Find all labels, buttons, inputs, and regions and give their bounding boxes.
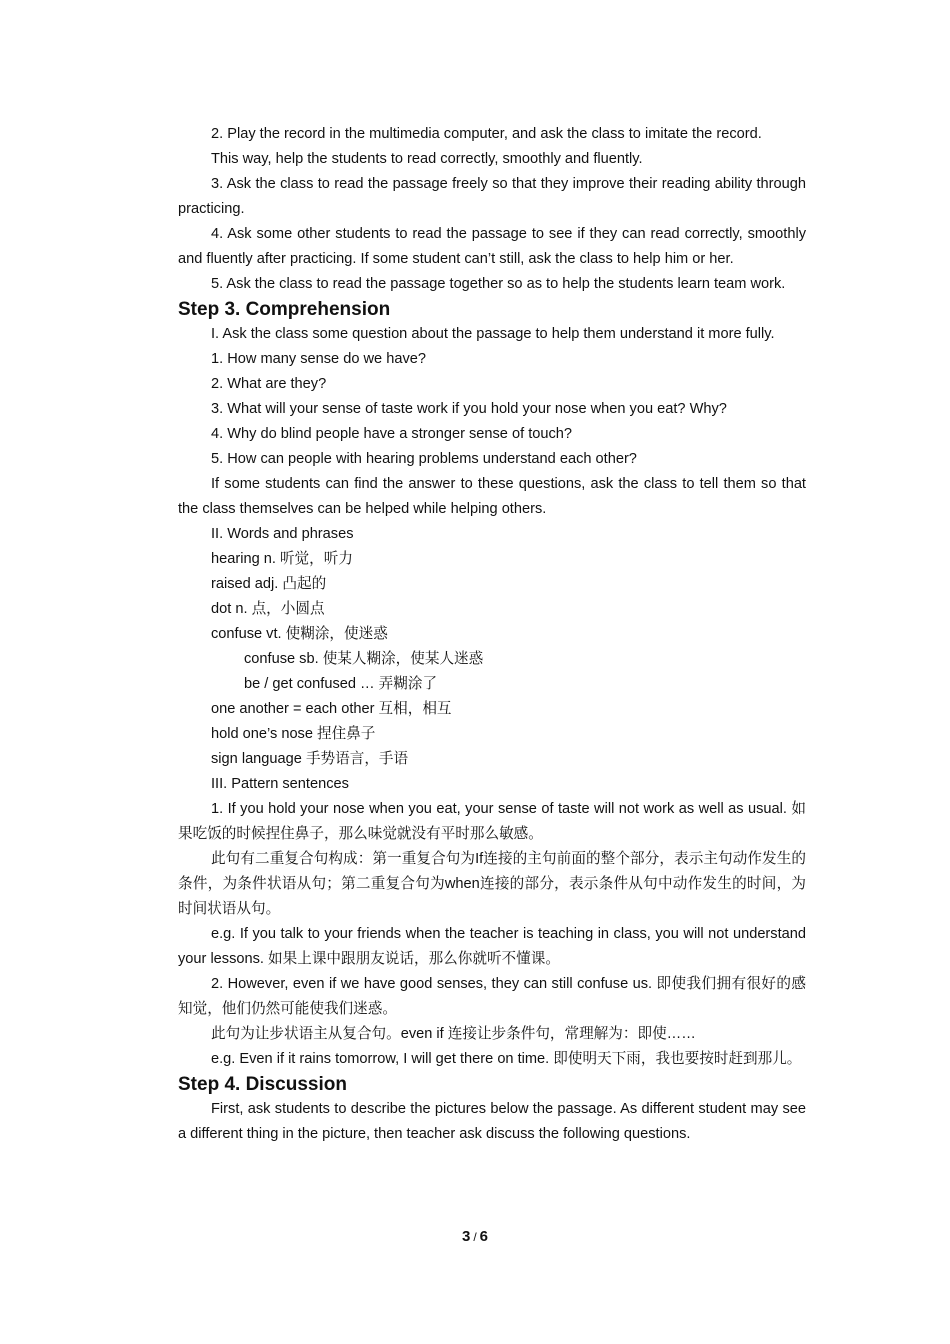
paragraph: sign language 手势语言，手语 — [211, 751, 409, 767]
paragraph: This way, help the students to read correctly, smoothly and fluently. — [211, 151, 643, 167]
paragraph: 1. If you hold your nose when you eat, your sense of taste will not work as well as usual. 如果吃饭的时候捏住鼻子，那么味觉就没有平时那么敏感。 — [178, 801, 806, 842]
paragraph: 2. However, even if we have good senses, they can still confuse us. 即使我们拥有很好的感知觉，他们仍然可能使我们迷惑。 — [178, 976, 806, 1017]
page-total: 6 — [479, 1228, 489, 1245]
paragraph: confuse sb. 使某人糊涂，使某人迷惑 — [244, 651, 484, 667]
paragraph: 此句为让步状语主从复合句。even if 连接让步条件句，常理解为：即使…… — [211, 1026, 696, 1042]
paragraph: confuse vt. 使糊涂，使迷惑 — [211, 626, 388, 642]
paragraph: 2. What are they? — [211, 376, 327, 392]
paragraph: one another = each other 互相，相互 — [211, 701, 452, 717]
paragraph: 5. Ask the class to read the passage together so as to help the students learn team work. — [211, 276, 786, 292]
section-heading: Step 3. Comprehension — [178, 299, 391, 320]
paragraph: If some students can find the answer to these questions, ask the class to tell them so that the class themselves can be helped while helping others. — [178, 476, 806, 517]
page-number — [0, 1228, 950, 1245]
page-current: 3 — [461, 1228, 471, 1245]
paragraph: e.g. Even if it rains tomorrow, I will get there on time. 即使明天下雨，我也要按时赶到那儿。 — [211, 1051, 802, 1067]
paragraph: 1. How many sense do we have? — [211, 351, 426, 367]
paragraph: hearing n. 听觉，听力 — [211, 551, 353, 567]
paragraph: hold one’s nose 捏住鼻子 — [211, 726, 376, 742]
paragraph: 3. Ask the class to read the passage freely so that they improve their reading ability through practicing. — [178, 176, 806, 217]
paragraph: First, ask students to describe the pictures below the passage. As different student may see a different thing in the picture, then teacher ask discuss the following questions. — [178, 1101, 806, 1142]
paragraph: be / get confused … 弄糊涂了 — [244, 676, 438, 692]
paragraph: 2. Play the record in the multimedia computer, and ask the class to imitate the record. — [211, 126, 762, 142]
paragraph: I. Ask the class some question about the passage to help them understand it more fully. — [211, 326, 775, 342]
paragraph: 4. Ask some other students to read the passage to see if they can read correctly, smoothly and fluently after practicing. If some student can’t still, ask the class to help him or her. — [178, 226, 806, 267]
paragraph: II. Words and phrases — [211, 526, 354, 542]
paragraph: 5. How can people with hearing problems understand each other? — [211, 451, 637, 467]
paragraph: 4. Why do blind people have a stronger sense of touch? — [211, 426, 573, 442]
paragraph: e.g. If you talk to your friends when the teacher is teaching in class, you will not understand your lessons. 如果上课中跟朋友说话，那么你就听不懂课。 — [178, 926, 806, 967]
paragraph: III. Pattern sentences — [211, 776, 349, 792]
section-heading: Step 4. Discussion — [178, 1074, 347, 1095]
document-page — [178, 122, 806, 1147]
paragraph: 3. What will your sense of taste work if you hold your nose when you eat? Why? — [211, 401, 727, 417]
paragraph: raised adj. 凸起的 — [211, 576, 327, 592]
paragraph: dot n. 点，小圆点 — [211, 601, 325, 617]
page-separator: / — [473, 1230, 477, 1244]
paragraph: 此句有二重复合句构成：第一重复合句为If连接的主句前面的整个部分，表示主句动作发生的条件，为条件状语从句；第二重复合句为when连接的部分，表示条件从句中动作发生的时间，为时间状语从句。 — [178, 851, 806, 917]
